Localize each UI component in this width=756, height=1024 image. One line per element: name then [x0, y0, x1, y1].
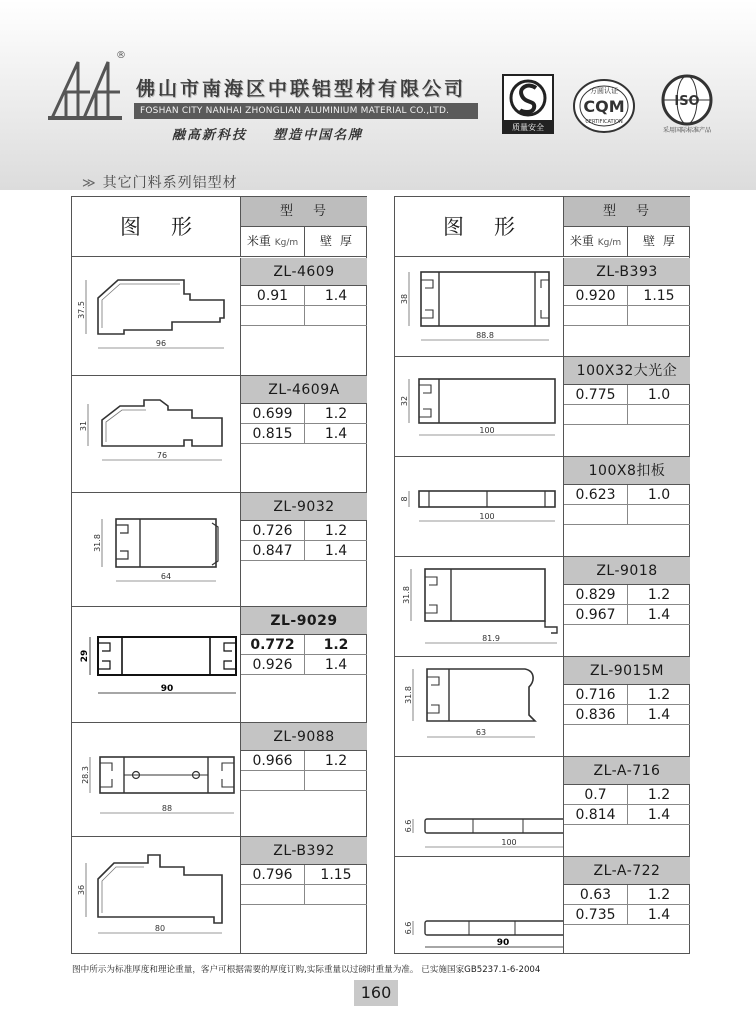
weight-value [564, 505, 628, 524]
height-dimension: 8 [400, 496, 409, 502]
weight-value: 0.814 [564, 805, 628, 824]
company-name-cn: 佛山市南海区中联铝型材有限公司 [136, 78, 467, 100]
weight-label: 米重 [569, 234, 594, 248]
weight-value: 0.699 [241, 404, 305, 423]
thickness-value: 1.15 [320, 867, 352, 883]
product-row [395, 557, 689, 657]
weight-value: 0.829 [564, 585, 628, 604]
thickness-value [628, 306, 690, 325]
company-name-en: FOSHAN CITY NANHAI ZHONGLIAN ALUMINIUM MATERIAL CO.,LTD. [134, 103, 478, 119]
model-number: 100X8扣板 [564, 457, 690, 485]
model-number: ZL-B393 [564, 258, 690, 286]
thickness-value: 1.4 [647, 807, 671, 823]
cqm-certification-icon [572, 78, 636, 134]
profile-drawing [395, 757, 563, 856]
weight-value: 0.7 [564, 785, 628, 804]
product-row [72, 258, 366, 376]
profile-drawing [395, 457, 563, 556]
weight-value [241, 306, 305, 325]
thickness-value: 1.15 [643, 288, 675, 304]
product-row [72, 607, 366, 723]
height-dimension: 29 [80, 649, 90, 663]
width-dimension: 100 [501, 838, 517, 847]
model-number: ZL-9088 [241, 723, 367, 751]
cqm-top: 方圆认证 [590, 87, 618, 95]
spec-header [240, 197, 367, 257]
section-title: 其它门料系列铝型材 [102, 175, 238, 191]
table-header [72, 197, 366, 257]
product-row [395, 657, 689, 757]
spec-values [241, 541, 367, 561]
thickness-value: 1.4 [324, 288, 348, 304]
model-header: 型号 [241, 197, 367, 227]
model-header: 型号 [564, 197, 690, 227]
width-dimension: 100 [479, 512, 495, 521]
double-chevron-icon: ≫ [82, 176, 97, 191]
profile-drawing [395, 258, 563, 356]
profile-drawing [72, 376, 240, 492]
height-dimension: 32 [400, 395, 409, 407]
profile-drawing [72, 723, 240, 836]
width-dimension: 81.9 [482, 634, 500, 643]
spec-cell [240, 723, 367, 836]
footnote: 图中所示为标准厚度和理论重量，客户可根据需要的厚度订购,实际重量以过磅时重量为准。 已实施国家GB5237.1-6-2004 [72, 965, 541, 975]
height-dimension: 31.8 [402, 586, 411, 604]
weight-value: 0.91 [241, 286, 305, 305]
spec-cell [563, 757, 690, 856]
thickness-value: 1.2 [647, 887, 671, 903]
sb-main: ISO [674, 94, 700, 109]
weight-header [241, 227, 305, 256]
model-number: ZL-9018 [564, 557, 690, 585]
model-number: 100X32大光企 [564, 357, 690, 385]
spec-values [564, 585, 690, 605]
width-dimension: 88.8 [476, 331, 494, 340]
height-dimension: 31.8 [404, 686, 413, 704]
product-row [72, 723, 366, 837]
height-dimension: 28.3 [81, 766, 90, 784]
product-row [395, 857, 689, 954]
weight-value: 0.63 [564, 885, 628, 904]
right-catalog-table [394, 196, 690, 954]
model-number: ZL-A-722 [564, 857, 690, 885]
product-row [72, 837, 366, 954]
cqm-bottom: CERTIFICATION [585, 119, 623, 125]
weight-value: 0.796 [241, 865, 305, 884]
spec-cell [563, 357, 690, 456]
height-dimension: 6.6 [404, 921, 413, 935]
thickness-value: 1.2 [647, 687, 671, 703]
sb-caption: 采用国际标准产品 [662, 127, 712, 134]
spec-subheader [241, 227, 367, 256]
spec-values [564, 605, 690, 625]
spec-values [564, 286, 690, 306]
width-dimension: 88 [161, 804, 173, 813]
thickness-value [305, 771, 367, 790]
profile-drawing [395, 357, 563, 456]
cqm-main: CQM [583, 97, 625, 116]
model-number: ZL-9032 [241, 493, 367, 521]
weight-value: 0.967 [564, 605, 628, 624]
spec-cell [240, 258, 367, 375]
spec-values [564, 485, 690, 505]
spec-values [564, 885, 690, 905]
spec-values [241, 286, 367, 306]
profile-drawing [72, 837, 240, 954]
width-dimension: 90 [496, 938, 510, 948]
thickness-value: 1.4 [324, 426, 348, 442]
thickness-value [628, 405, 690, 424]
spec-values [564, 505, 690, 525]
thickness-value: 1.4 [324, 657, 348, 673]
left-catalog-table [71, 196, 367, 954]
spec-cell [563, 857, 690, 954]
page-number: 160 [354, 980, 398, 1006]
thickness-header: 壁厚 [642, 234, 683, 248]
spec-values [241, 771, 367, 791]
thickness-value: 1.0 [647, 487, 671, 503]
registered-mark: ® [116, 50, 126, 61]
qs-caption: 质量安全 [512, 123, 544, 132]
spec-cell [563, 657, 690, 756]
spec-cell [240, 493, 367, 606]
weight-value: 0.966 [241, 751, 305, 770]
height-dimension: 37.5 [77, 301, 86, 319]
international-standard-icon [654, 72, 720, 134]
weight-value: 0.926 [241, 655, 305, 674]
spec-values [241, 865, 367, 885]
weight-value: 0.836 [564, 705, 628, 724]
model-number: ZL-9015M [564, 657, 690, 685]
thickness-value: 1.2 [324, 406, 348, 422]
model-number: ZL-A-716 [564, 757, 690, 785]
spec-cell [563, 457, 690, 556]
height-dimension: 31 [79, 420, 88, 432]
spec-header [563, 197, 690, 257]
model-number: ZL-B392 [241, 837, 367, 865]
width-dimension: 64 [160, 572, 172, 581]
spec-cell [240, 837, 367, 954]
weight-value [564, 306, 628, 325]
width-dimension: 96 [155, 339, 167, 348]
thickness-value [305, 306, 367, 325]
spec-cell [240, 376, 367, 492]
profile-drawing [395, 857, 563, 954]
spec-subheader [564, 227, 690, 256]
profile-drawing [72, 493, 240, 606]
spec-values [564, 705, 690, 725]
spec-values [241, 751, 367, 771]
weight-value: 0.716 [564, 685, 628, 704]
weight-value: 0.775 [564, 385, 628, 404]
spec-values [564, 405, 690, 425]
height-dimension: 31.8 [93, 534, 102, 552]
spec-cell [563, 258, 690, 356]
weight-value: 0.735 [564, 905, 628, 924]
weight-value: 0.772 [241, 635, 305, 654]
model-number: ZL-4609A [241, 376, 367, 404]
spec-values [241, 404, 367, 424]
profile-drawing [395, 657, 563, 756]
weight-value [564, 405, 628, 424]
product-row [72, 376, 366, 493]
thickness-value: 1.4 [647, 907, 671, 923]
spec-values [564, 805, 690, 825]
product-row [395, 757, 689, 857]
thickness-value [628, 505, 690, 524]
spec-values [241, 521, 367, 541]
spec-values [564, 685, 690, 705]
profile-drawing [395, 557, 563, 656]
spec-values [564, 905, 690, 925]
thickness-value: 1.2 [647, 587, 671, 603]
section-heading [82, 172, 238, 192]
thickness-header: 壁厚 [319, 234, 360, 248]
company-logo-icon [48, 52, 122, 122]
profile-drawing [72, 258, 240, 375]
slogan: 融高新科技 塑造中国名牌 [172, 128, 364, 143]
spec-values [564, 385, 690, 405]
weight-value [241, 771, 305, 790]
figure-header: 图形 [120, 215, 222, 239]
thickness-value: 1.2 [323, 637, 349, 653]
weight-value: 0.623 [564, 485, 628, 504]
weight-unit: Kg/m [597, 238, 622, 248]
width-dimension: 76 [156, 451, 168, 460]
weight-value: 0.847 [241, 541, 305, 560]
model-number: ZL-9029 [241, 607, 367, 635]
weight-value: 0.815 [241, 424, 305, 443]
figure-header: 图形 [443, 215, 545, 239]
height-dimension: 38 [400, 293, 409, 305]
qs-certification-icon [502, 74, 554, 134]
profile-drawing [72, 607, 240, 722]
spec-values [241, 306, 367, 326]
spec-values [564, 785, 690, 805]
weight-value [241, 885, 305, 904]
thickness-value: 1.4 [647, 607, 671, 623]
height-dimension: 36 [77, 884, 86, 896]
thickness-value: 1.2 [324, 753, 348, 769]
thickness-value: 1.2 [324, 523, 348, 539]
weight-label: 米重 [246, 234, 271, 248]
spec-values [564, 306, 690, 326]
table-header [395, 197, 689, 257]
model-number: ZL-4609 [241, 258, 367, 286]
spec-values [241, 424, 367, 444]
width-dimension: 100 [479, 426, 495, 435]
spec-cell [563, 557, 690, 656]
product-row [395, 357, 689, 457]
product-row [395, 457, 689, 557]
spec-values [241, 635, 367, 655]
thickness-value: 1.0 [647, 387, 671, 403]
thickness-value: 1.4 [324, 543, 348, 559]
spec-cell [240, 607, 367, 722]
weight-unit: Kg/m [274, 238, 299, 248]
spec-values [241, 885, 367, 905]
width-dimension: 90 [160, 684, 174, 694]
width-dimension: 63 [475, 728, 487, 737]
thickness-value [305, 885, 367, 904]
width-dimension: 80 [154, 924, 166, 933]
thickness-value: 1.4 [647, 707, 671, 723]
weight-value: 0.726 [241, 521, 305, 540]
product-row [72, 493, 366, 607]
spec-values [241, 655, 367, 675]
weight-header [564, 227, 628, 256]
height-dimension: 6.6 [404, 819, 413, 833]
weight-value: 0.920 [564, 286, 628, 305]
thickness-value: 1.2 [647, 787, 671, 803]
product-row [395, 258, 689, 357]
